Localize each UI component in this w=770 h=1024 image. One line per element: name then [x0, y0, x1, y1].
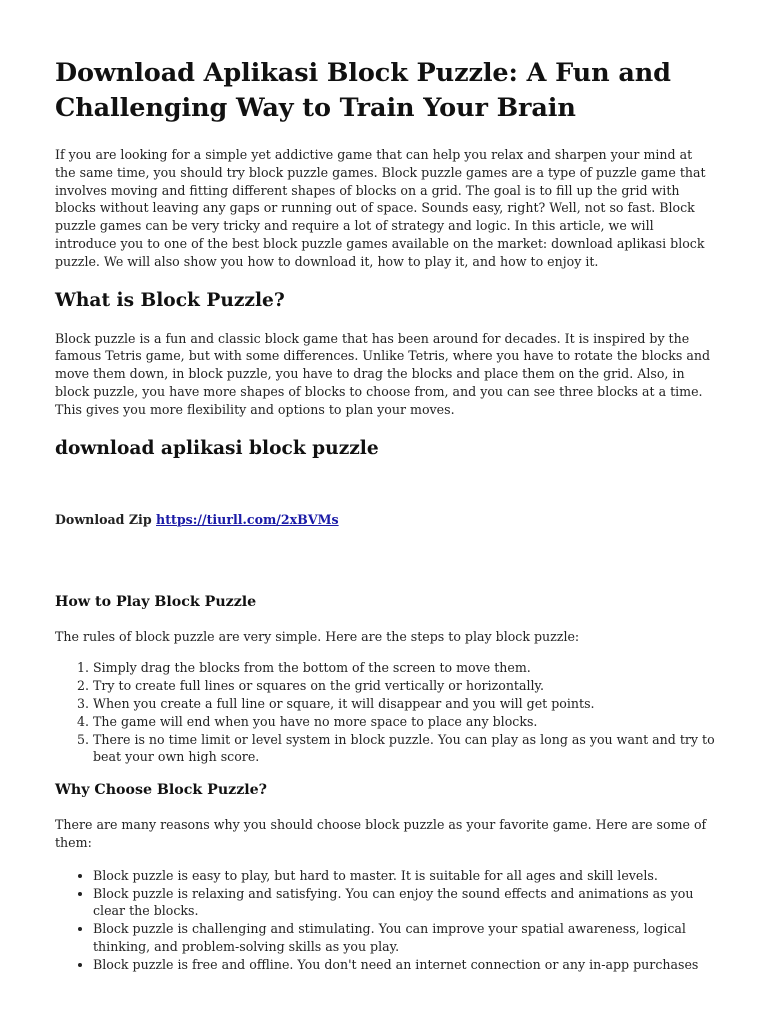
how-to-play-intro: The rules of block puzzle are very simple. Here are the steps to play block puzzle:: [55, 628, 580, 644]
list-item: • Block puzzle is easy to play, but hard to master. It is suitable for all ages and skill levels.: [93, 867, 715, 885]
list-item: • Block puzzle is challenging and stimulating. You can improve your spatial awareness, logical thinking, and problem-solving skills as you play.: [93, 920, 715, 956]
download-link[interactable]: https://tiurll.com/2xBVMs: [156, 511, 339, 527]
download-label: Download Zip: [55, 511, 152, 527]
keyword-heading: download aplikasi block puzzle: [55, 437, 379, 459]
intro-paragraph: If you are looking for a simple yet addictive game that can help you relax and sharpen your mind at the same time, you should try block puzzle games. Block puzzle games are a type of puzzle game that involves moving and fitting different shapes of blocks on a grid. The goal is to fill up the grid with blocks without leaving any gaps or running out of space. Sounds easy, right? Well, not so fast. Block puzzle games can be very tricky and require a lot of strategy and logic. In this article, we will introduce you to one of the best block puzzle games available on the market: download aplikasi block puzzle. We will also show you how to download it, how to play it, and how to enjoy it.: [55, 147, 706, 269]
list-item: 5. There is no time limit or level system in block puzzle. You can play as long as you want and try to beat your own high score.: [93, 731, 715, 767]
list-item: • Block puzzle is relaxing and satisfying. You can enjoy the sound effects and animations as you clear the blocks.: [93, 885, 715, 921]
why-choose-intro: There are many reasons why you should choose block puzzle as your favorite game. Here are some of them:: [55, 817, 707, 850]
what-is-heading: What is Block Puzzle?: [55, 289, 285, 311]
reasons-list: [55, 867, 715, 974]
why-choose-heading: Why Choose Block Puzzle?: [55, 782, 267, 799]
steps-list: [55, 659, 715, 766]
list-item: 4. The game will end when you have no more space to place any blocks.: [93, 713, 715, 731]
list-item: 2. Try to create full lines or squares on the grid vertically or horizontally.: [93, 677, 715, 695]
list-item: • Block puzzle is free and offline. You don't need an internet connection or any in-app purchases: [93, 956, 715, 974]
how-to-play-heading: How to Play Block Puzzle: [55, 593, 257, 610]
list-item: 1. Simply drag the blocks from the bottom of the screen to move them.: [93, 659, 715, 677]
list-item: 3. When you create a full line or square, it will disappear and you will get points.: [93, 695, 715, 713]
article-title: Download Aplikasi Block Puzzle: A Fun and Challenging Way to Train Your Brain: [55, 58, 671, 123]
what-is-paragraph: Block puzzle is a fun and classic block game that has been around for decades. It is inspired by the famous Tetris game, but with some differences. Unlike Tetris, where you have to rotate the blocks and move them down, in block puzzle, you have to drag the blocks and place them on the grid. Also, in block puzzle, you have more shapes of blocks to choose from, and you can see three blocks at a time. This gives you more flexibility and options to plan your moves.: [55, 330, 711, 417]
download-line: [55, 511, 715, 528]
